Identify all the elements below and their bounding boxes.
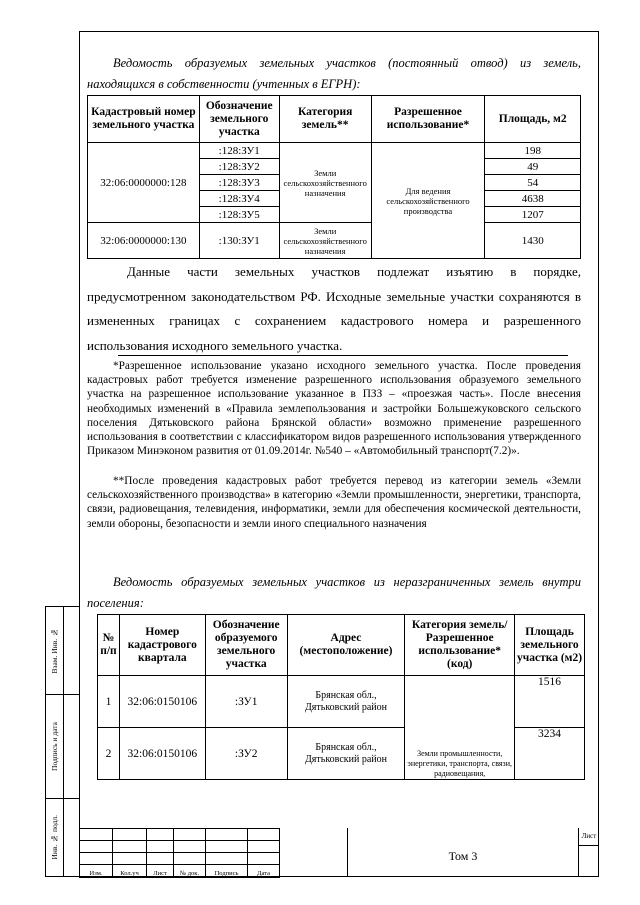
quarter-cell: 32:06:0150106 <box>119 676 205 728</box>
area-cell: 4638 <box>485 191 581 207</box>
side-label-inv-original: Инв. № подл. <box>50 815 59 860</box>
col-header-area: Площадь земельного участка (м2) <box>515 615 585 676</box>
cadastral-cell: 32:06:0000000:128 <box>88 143 200 223</box>
stamp-label-count: Кол.уч <box>113 865 147 878</box>
table-row <box>88 223 581 259</box>
use-cell: Для ведения сельскохозяйственного производства <box>371 143 485 259</box>
col-header-num: № п/п <box>98 615 120 676</box>
designation-cell: :128:ЗУ5 <box>199 207 279 223</box>
designation-cell: :128:ЗУ4 <box>199 191 279 207</box>
side-label-signature-date: Подпись и дата <box>50 722 59 771</box>
table-header-row <box>88 96 581 143</box>
table-row <box>98 676 585 728</box>
stamp-label-change: Изм. <box>80 865 113 878</box>
num-cell: 2 <box>98 728 120 780</box>
stamp-title-cell <box>347 828 579 877</box>
col-header-designation: Обозначение образуемого земельного участка <box>205 615 287 676</box>
cadastral-cell: 32:06:0000000:130 <box>88 223 200 259</box>
side-label-cell <box>46 695 64 799</box>
area-cell: 198 <box>485 143 581 159</box>
paragraph-seizure: Данные части земельных участков подлежат изъятию в порядке, предусмотренном законодательством РФ. Исходные земельные участки сохраняются в измененных границах с сохранением кадастрового номера и разрешенного использования исходного земельного участка. <box>87 264 581 353</box>
volume-title: Том 3 <box>448 849 478 863</box>
side-blank-cell <box>64 799 80 877</box>
stamp-label-signature: Подпись <box>206 865 248 878</box>
designation-cell: :130:ЗУ1 <box>199 223 279 259</box>
title-block <box>79 828 599 877</box>
col-header-quarter: Номер кадастрового квартала <box>119 615 205 676</box>
divider-line <box>118 355 568 356</box>
table-row <box>88 143 581 159</box>
area-cell: 1516 <box>515 676 585 728</box>
footnote-category-transfer: **После проведения кадастровых работ требуется перевод из категории земель «Земли сельскохозяйственного производства» в категорию «Земли промышленности, энергетики, транспорта, связи, радиовещания, телевидения, информатики, земли для обеспечения космической деятельности, земли обороны, безопасности и земли иного специального назначения <box>87 475 581 530</box>
heading-unallocated-plots: Ведомость образуемых земельных участков из неразграниченных земель внутри поселения: <box>87 575 581 610</box>
owned-plots-table <box>87 95 581 259</box>
revision-grid <box>79 828 280 878</box>
side-label-cell <box>46 799 64 877</box>
address-cell: Брянская обл., Дятьковский район <box>287 728 405 780</box>
side-label-cell <box>46 607 64 695</box>
category-cell: Земли сельскохозяйственного назначения <box>279 223 371 259</box>
stamp-label-date: Дата <box>248 865 280 878</box>
col-header-category: Категория земель** <box>279 96 371 143</box>
col-header-use: Разрешенное использование* <box>371 96 485 143</box>
designation-cell: :128:ЗУ1 <box>199 143 279 159</box>
stamp-label-doc: № док. <box>174 865 206 878</box>
num-cell: 1 <box>98 676 120 728</box>
area-cell: 3234 <box>515 728 585 780</box>
designation-cell: :ЗУ2 <box>205 728 287 780</box>
unallocated-plots-table <box>97 614 585 780</box>
area-cell: 49 <box>485 159 581 175</box>
col-header-designation: Обозначение земельного участка <box>199 96 279 143</box>
designation-cell: :ЗУ1 <box>205 676 287 728</box>
designation-cell: :128:ЗУ3 <box>199 175 279 191</box>
quarter-cell: 32:06:0150106 <box>119 728 205 780</box>
area-cell: 1207 <box>485 207 581 223</box>
table-header-row <box>98 615 585 676</box>
category-cell: Земли промышленности, энергетики, транспорта, связи, радиовещания, <box>405 676 515 780</box>
category-cell: Земли сельскохозяйственного назначения <box>279 143 371 223</box>
address-cell: Брянская обл., Дятьковский район <box>287 676 405 728</box>
area-cell: 1430 <box>485 223 581 259</box>
area-cell: 54 <box>485 175 581 191</box>
side-stamp-strip <box>45 606 80 877</box>
col-header-category: Категория земель/ Разрешенное использование* (код) <box>405 615 515 676</box>
side-blank-cell <box>64 607 80 695</box>
heading-owned-plots: Ведомость образуемых земельных участков (постоянный отвод) из земель, находящихся в собственности (учтенных в ЕГРН): <box>87 56 581 91</box>
col-header-cadastral: Кадастровый номер земельного участка <box>88 96 200 143</box>
sheet-label: Лист <box>579 828 599 846</box>
side-label-replace-inv: Взам. Инв. № <box>50 627 59 674</box>
col-header-address: Адрес (местоположение) <box>287 615 405 676</box>
stamp-label-sheet: Лист <box>147 865 174 878</box>
footnote-permitted-use: *Разрешенное использование указано исходного земельного участка. После проведения кадастровых работ требуется изменение разрешенного использования образуемого земельного участка на разрешенное использование указанное в ПЗЗ – «проезжая часть». После внесения необходимых изменений в «Правила землепользования и застройки Большежуковского сельского поселения Дятьковского района Брянской области» возможно применение разрешенного использования в соответствии с классификатором видов разрешенного использования утвержденного Приказом Минэконом развития от 01.09.2014г. №540 – «Автомобильный транспорт(7.2)». <box>87 360 581 458</box>
side-blank-cell <box>64 695 80 799</box>
designation-cell: :128:ЗУ2 <box>199 159 279 175</box>
col-header-area: Площадь, м2 <box>485 96 581 143</box>
